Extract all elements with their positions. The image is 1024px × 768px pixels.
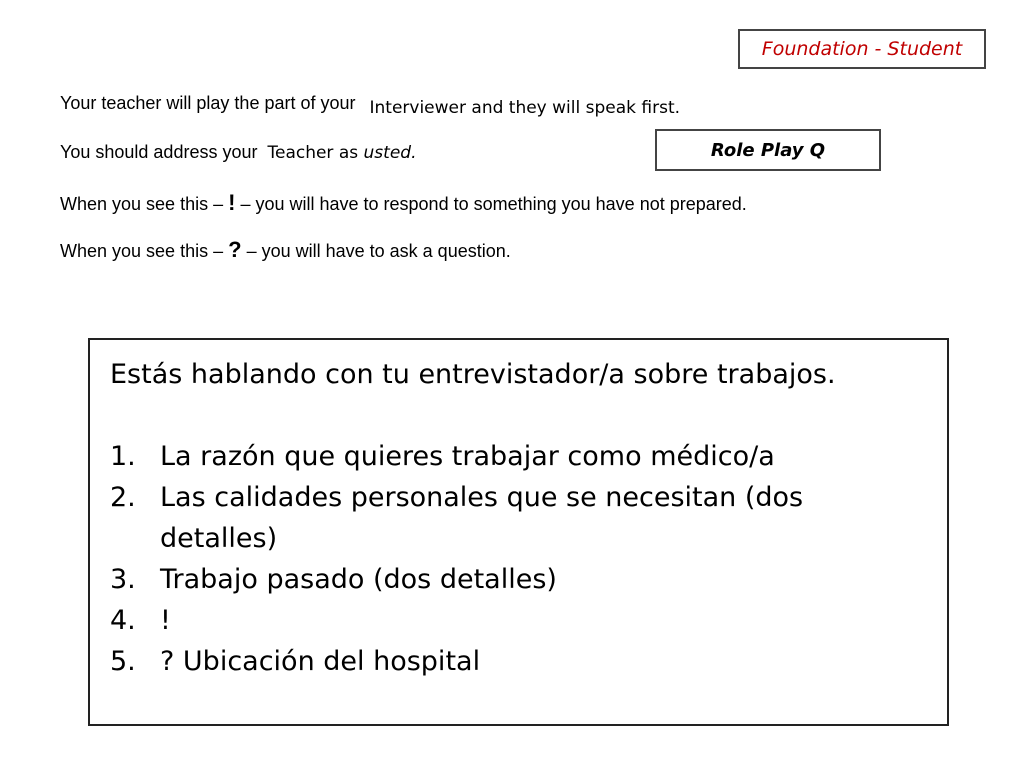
task-item xyxy=(110,436,870,477)
student-tag: Foundation - Student xyxy=(738,29,986,69)
instruction-line-4 xyxy=(60,237,511,263)
role-play-tag: Role Play Q xyxy=(655,129,881,171)
instruction-line-1 xyxy=(60,93,681,118)
instruction-2-fill-italic: usted. xyxy=(363,143,417,163)
task-item-number: 5. xyxy=(110,646,136,677)
instruction-line-3 xyxy=(60,190,747,216)
task-item-text: ? Ubicación del hospital xyxy=(160,646,481,677)
task-item xyxy=(110,559,870,600)
instruction-4-post: – you will have to ask a question. xyxy=(246,241,511,261)
task-item-text: La razón que quieres trabajar como médico/a xyxy=(160,441,775,472)
task-item-text: Trabajo pasado (dos detalles) xyxy=(160,564,557,595)
task-list xyxy=(110,436,870,682)
instruction-1-fill: Interviewer and they will speak first. xyxy=(369,98,681,118)
task-item xyxy=(110,477,870,559)
task-item-number: 3. xyxy=(110,564,136,595)
task-item-number: 2. xyxy=(110,482,136,513)
instruction-2-fill-text: Teacher as xyxy=(267,143,364,163)
exclamation-symbol: ! xyxy=(228,190,236,215)
instruction-line-2 xyxy=(60,142,416,163)
task-item-number: 4. xyxy=(110,605,136,636)
question-symbol: ? xyxy=(228,237,242,262)
instruction-2-fill xyxy=(267,143,416,163)
task-item-text: Las calidades personales que se necesitan (dos detalles) xyxy=(160,482,804,554)
task-box xyxy=(88,338,949,726)
instruction-1-prefix: Your teacher will play the part of your xyxy=(60,93,356,113)
task-intro: Estás hablando con tu entrevistador/a sobre trabajos. xyxy=(110,359,836,390)
task-item xyxy=(110,641,870,682)
task-item-text: ! xyxy=(160,605,171,636)
instruction-4-pre: When you see this – xyxy=(60,241,224,261)
instruction-3-pre: When you see this – xyxy=(60,194,224,214)
task-item-number: 1. xyxy=(110,441,136,472)
instruction-2-prefix: You should address your xyxy=(60,142,258,162)
instruction-3-post: – you will have to respond to something you have not prepared. xyxy=(240,194,747,214)
task-item xyxy=(110,600,870,641)
